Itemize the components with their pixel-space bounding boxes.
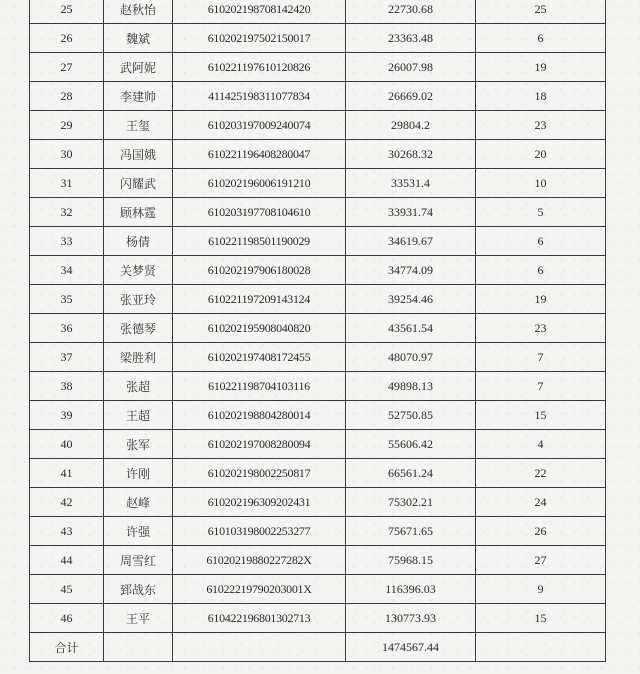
amount-cell: 34619.67 bbox=[346, 227, 476, 256]
total-amount-cell: 1474567.44 bbox=[346, 633, 476, 662]
row-number-cell: 26 bbox=[30, 24, 104, 53]
row-number-cell: 44 bbox=[30, 546, 104, 575]
total-id-cell bbox=[173, 633, 346, 662]
amount-cell: 48070.97 bbox=[346, 343, 476, 372]
row-number-cell: 29 bbox=[30, 111, 104, 140]
count-cell: 6 bbox=[476, 227, 606, 256]
name-cell: 许刚 bbox=[104, 459, 173, 488]
table-row bbox=[30, 604, 606, 633]
table-row bbox=[30, 111, 606, 140]
count-cell: 10 bbox=[476, 169, 606, 198]
table-row bbox=[30, 53, 606, 82]
name-cell: 张亚玲 bbox=[104, 285, 173, 314]
count-cell: 23 bbox=[476, 314, 606, 343]
count-cell: 9 bbox=[476, 575, 606, 604]
table-row bbox=[30, 198, 606, 227]
amount-cell: 75671.65 bbox=[346, 517, 476, 546]
row-number-cell: 38 bbox=[30, 372, 104, 401]
row-number-cell: 30 bbox=[30, 140, 104, 169]
name-cell: 冯国娥 bbox=[104, 140, 173, 169]
row-number-cell: 35 bbox=[30, 285, 104, 314]
count-cell: 27 bbox=[476, 546, 606, 575]
amount-cell: 26669.02 bbox=[346, 82, 476, 111]
id-number-cell: 610202196006191210 bbox=[173, 169, 346, 198]
count-cell: 18 bbox=[476, 82, 606, 111]
name-cell: 王玺 bbox=[104, 111, 173, 140]
row-number-cell: 41 bbox=[30, 459, 104, 488]
amount-cell: 39254.46 bbox=[346, 285, 476, 314]
name-cell: 李建帅 bbox=[104, 82, 173, 111]
row-number-cell: 28 bbox=[30, 82, 104, 111]
table-row bbox=[30, 459, 606, 488]
table-row bbox=[30, 227, 606, 256]
id-number-cell: 610221196408280047 bbox=[173, 140, 346, 169]
row-number-cell: 39 bbox=[30, 401, 104, 430]
table-row bbox=[30, 343, 606, 372]
row-number-cell: 43 bbox=[30, 517, 104, 546]
amount-cell: 66561.24 bbox=[346, 459, 476, 488]
table-row bbox=[30, 0, 606, 24]
id-number-cell: 610203197009240074 bbox=[173, 111, 346, 140]
table-row bbox=[30, 140, 606, 169]
name-cell: 张军 bbox=[104, 430, 173, 459]
table-row bbox=[30, 401, 606, 430]
amount-cell: 23363.48 bbox=[346, 24, 476, 53]
table-row bbox=[30, 546, 606, 575]
count-cell: 6 bbox=[476, 256, 606, 285]
table-row bbox=[30, 372, 606, 401]
name-cell: 武阿妮 bbox=[104, 53, 173, 82]
name-cell: 关梦贤 bbox=[104, 256, 173, 285]
id-number-cell: 61020219880227282X bbox=[173, 546, 346, 575]
amount-cell: 22730.68 bbox=[346, 0, 476, 24]
name-cell: 王超 bbox=[104, 401, 173, 430]
name-cell: 郅战东 bbox=[104, 575, 173, 604]
id-number-cell: 411425198311077834 bbox=[173, 82, 346, 111]
id-number-cell: 610202197008280094 bbox=[173, 430, 346, 459]
total-label-cell: 合计 bbox=[30, 633, 104, 662]
id-number-cell: 610202196309202431 bbox=[173, 488, 346, 517]
count-cell: 24 bbox=[476, 488, 606, 517]
amount-cell: 34774.09 bbox=[346, 256, 476, 285]
name-cell: 赵秋怡 bbox=[104, 0, 173, 24]
count-cell: 5 bbox=[476, 198, 606, 227]
id-number-cell: 610202197408172455 bbox=[173, 343, 346, 372]
amount-cell: 75302.21 bbox=[346, 488, 476, 517]
row-number-cell: 33 bbox=[30, 227, 104, 256]
name-cell: 梁胜利 bbox=[104, 343, 173, 372]
table-row bbox=[30, 430, 606, 459]
table-row bbox=[30, 575, 606, 604]
count-cell: 19 bbox=[476, 285, 606, 314]
id-number-cell: 610221197209143124 bbox=[173, 285, 346, 314]
count-cell: 7 bbox=[476, 343, 606, 372]
payment-ledger-table bbox=[29, 0, 606, 662]
id-number-cell: 610202198804280014 bbox=[173, 401, 346, 430]
name-cell: 许强 bbox=[104, 517, 173, 546]
row-number-cell: 31 bbox=[30, 169, 104, 198]
amount-cell: 130773.93 bbox=[346, 604, 476, 633]
amount-cell: 55606.42 bbox=[346, 430, 476, 459]
name-cell: 闪耀武 bbox=[104, 169, 173, 198]
name-cell: 魏斌 bbox=[104, 24, 173, 53]
row-number-cell: 46 bbox=[30, 604, 104, 633]
total-row bbox=[30, 633, 606, 662]
count-cell: 19 bbox=[476, 53, 606, 82]
name-cell: 顾林霆 bbox=[104, 198, 173, 227]
row-number-cell: 34 bbox=[30, 256, 104, 285]
amount-cell: 30268.32 bbox=[346, 140, 476, 169]
amount-cell: 29804.2 bbox=[346, 111, 476, 140]
table-row bbox=[30, 285, 606, 314]
amount-cell: 33531.4 bbox=[346, 169, 476, 198]
count-cell: 25 bbox=[476, 0, 606, 24]
name-cell: 张超 bbox=[104, 372, 173, 401]
id-number-cell: 610221198704103116 bbox=[173, 372, 346, 401]
id-number-cell: 610202198708142420 bbox=[173, 0, 346, 24]
row-number-cell: 45 bbox=[30, 575, 104, 604]
count-cell: 6 bbox=[476, 24, 606, 53]
table-row bbox=[30, 314, 606, 343]
id-number-cell: 610103198002253277 bbox=[173, 517, 346, 546]
amount-cell: 52750.85 bbox=[346, 401, 476, 430]
table-row bbox=[30, 82, 606, 111]
id-number-cell: 610221198501190029 bbox=[173, 227, 346, 256]
table-row bbox=[30, 24, 606, 53]
count-cell: 26 bbox=[476, 517, 606, 546]
count-cell: 7 bbox=[476, 372, 606, 401]
name-cell: 王平 bbox=[104, 604, 173, 633]
id-number-cell: 610202197502150017 bbox=[173, 24, 346, 53]
id-number-cell: 61022219790203001X bbox=[173, 575, 346, 604]
table-row bbox=[30, 169, 606, 198]
count-cell: 4 bbox=[476, 430, 606, 459]
row-number-cell: 25 bbox=[30, 0, 104, 24]
ledger-body bbox=[30, 0, 606, 662]
count-cell: 15 bbox=[476, 401, 606, 430]
count-cell: 20 bbox=[476, 140, 606, 169]
row-number-cell: 37 bbox=[30, 343, 104, 372]
id-number-cell: 610221197610120826 bbox=[173, 53, 346, 82]
id-number-cell: 610203197708104610 bbox=[173, 198, 346, 227]
amount-cell: 43561.54 bbox=[346, 314, 476, 343]
name-cell: 杨倩 bbox=[104, 227, 173, 256]
count-cell: 22 bbox=[476, 459, 606, 488]
row-number-cell: 32 bbox=[30, 198, 104, 227]
id-number-cell: 610422196801302713 bbox=[173, 604, 346, 633]
row-number-cell: 27 bbox=[30, 53, 104, 82]
amount-cell: 116396.03 bbox=[346, 575, 476, 604]
count-cell: 23 bbox=[476, 111, 606, 140]
count-cell: 15 bbox=[476, 604, 606, 633]
table-row bbox=[30, 256, 606, 285]
total-count-cell bbox=[476, 633, 606, 662]
row-number-cell: 42 bbox=[30, 488, 104, 517]
amount-cell: 75968.15 bbox=[346, 546, 476, 575]
name-cell: 张德琴 bbox=[104, 314, 173, 343]
id-number-cell: 610202197906180028 bbox=[173, 256, 346, 285]
table-row bbox=[30, 517, 606, 546]
row-number-cell: 36 bbox=[30, 314, 104, 343]
row-number-cell: 40 bbox=[30, 430, 104, 459]
table-row bbox=[30, 488, 606, 517]
total-name-cell bbox=[104, 633, 173, 662]
amount-cell: 26007.98 bbox=[346, 53, 476, 82]
name-cell: 周雪红 bbox=[104, 546, 173, 575]
amount-cell: 49898.13 bbox=[346, 372, 476, 401]
id-number-cell: 610202198002250817 bbox=[173, 459, 346, 488]
name-cell: 赵峰 bbox=[104, 488, 173, 517]
amount-cell: 33931.74 bbox=[346, 198, 476, 227]
id-number-cell: 610202195908040820 bbox=[173, 314, 346, 343]
